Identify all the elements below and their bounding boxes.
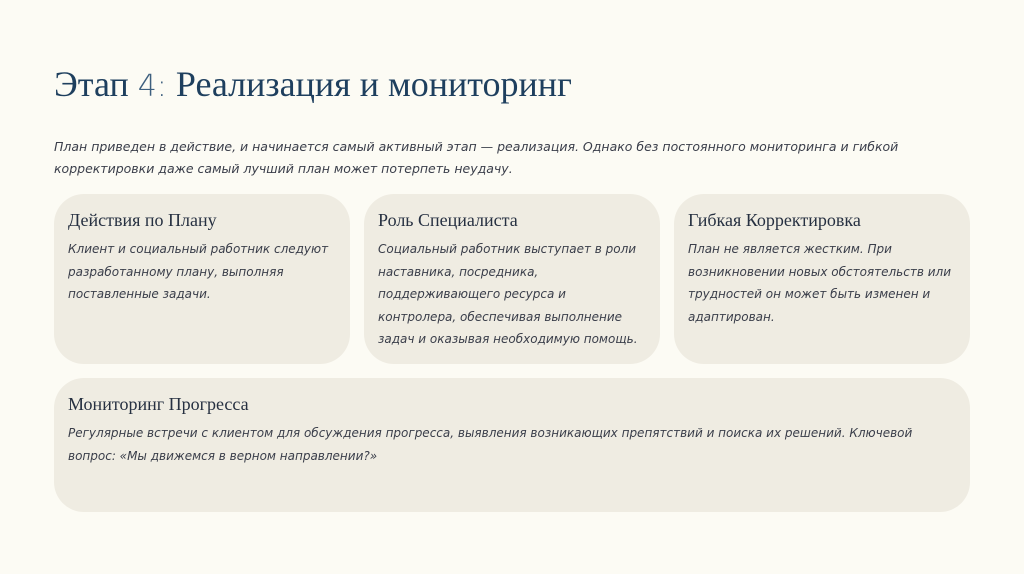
card-title: Мониторинг Прогресса <box>68 394 249 414</box>
card-text: Регулярные встречи с клиентом для обсуждения прогресса, выявления возникающих препятствий и поиска их решений. Ключевой вопрос: «Мы движемся в верном направлении?» <box>68 426 913 463</box>
card-title: Роль Специалиста <box>378 210 518 230</box>
card-text: План не является жестким. При возникновении новых обстоятельств или трудностей он может быть изменен и адаптирован. <box>688 242 951 324</box>
slide-title <box>54 62 572 109</box>
card-title: Гибкая Корректировка <box>688 210 861 230</box>
card-text: Клиент и социальный работник следуют разработанному плану, выполняя поставленные задачи. <box>68 242 329 301</box>
intro-paragraph: План приведен в действие, и начинается самый активный этап — реализация. Однако без постоянного мониторинга и гибкой корректировки даже самый лучший план может потерпеть неудачу. <box>54 139 899 176</box>
title-prefix: Этап <box>54 64 138 104</box>
title-rest: Реализация и мониторинг <box>166 64 572 104</box>
card-plan-actions <box>54 194 350 364</box>
stage-number: 4: <box>137 69 167 104</box>
card-text: Социальный работник выступает в роли наставника, посредника, поддерживающего ресурса и контролера, обеспечивая выполнение задач и оказывая необходимую помощь. <box>378 242 638 346</box>
card-title: Действия по Плану <box>68 210 217 230</box>
card-progress-monitoring <box>54 378 970 512</box>
card-flexible-adjustment <box>674 194 970 364</box>
card-specialist-role <box>364 194 660 364</box>
